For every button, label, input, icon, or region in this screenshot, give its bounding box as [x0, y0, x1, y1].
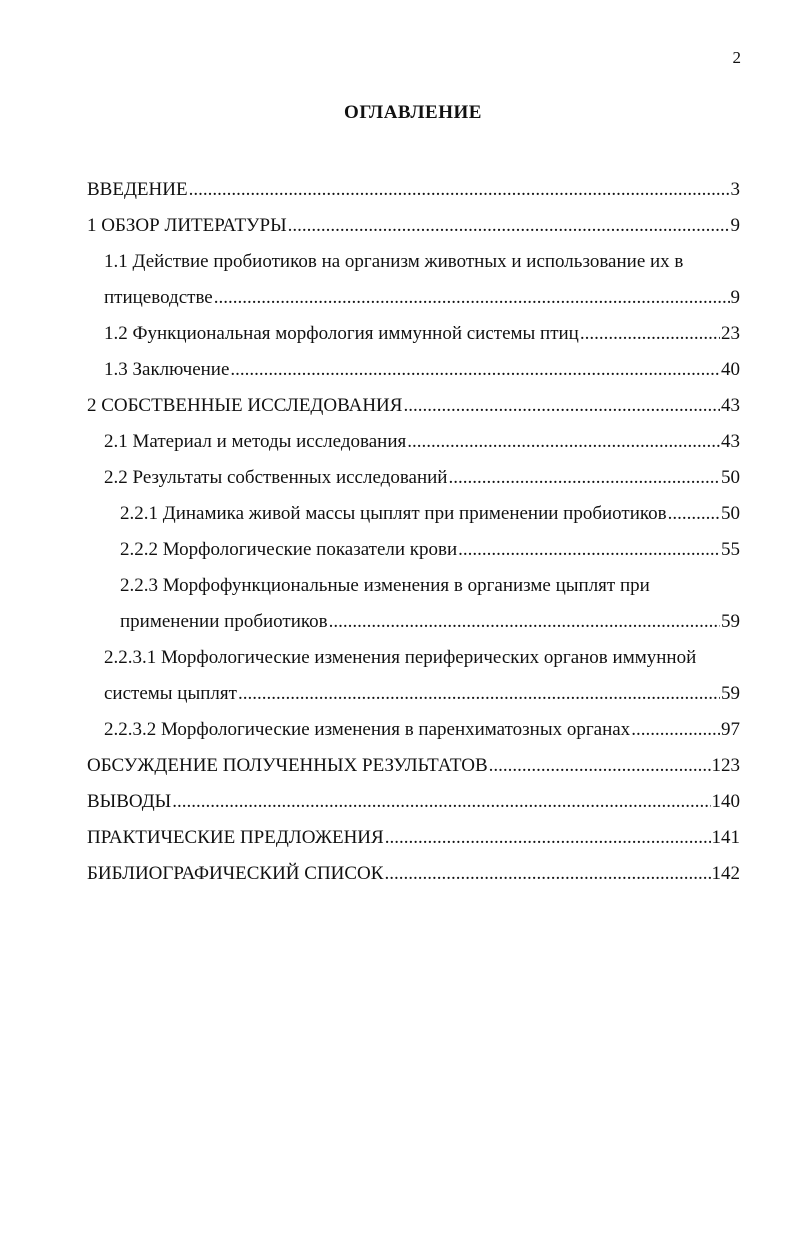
toc-entry-page: 23: [721, 323, 740, 344]
toc-entry-page: 9: [730, 215, 740, 236]
toc-leader-dots: [458, 532, 720, 568]
toc-entry-1-3[interactable]: [0, 352, 793, 388]
toc-entry-page: 141: [711, 827, 740, 848]
toc-entry-2-2-3-2[interactable]: [0, 712, 793, 748]
toc-entry-title: 1.3 Заключение: [104, 359, 230, 380]
toc-entry-2-2-2[interactable]: [0, 532, 793, 568]
toc-entry-title: птицеводстве: [104, 287, 213, 308]
toc-entry-practical-proposals[interactable]: [0, 820, 793, 856]
toc-entry-1-2[interactable]: [0, 316, 793, 352]
toc-entry-page: 9: [730, 287, 740, 308]
toc-entry-title: 2.2.1 Динамика живой массы цыплят при применении пробиотиков: [120, 503, 667, 524]
toc-leader-dots: [668, 496, 720, 532]
toc-entry-title: 2.2 Результаты собственных исследований: [104, 467, 448, 488]
toc-entry-page: 43: [721, 431, 740, 452]
toc-entry-title: применении пробиотиков: [120, 611, 328, 632]
toc-leader-dots: [288, 208, 730, 244]
toc-leader-dots: [580, 316, 720, 352]
toc-entry-1-1[interactable]: [0, 244, 793, 316]
toc-title: ОГЛАВЛЕНИЕ: [344, 102, 482, 123]
toc-entry-title: системы цыплят: [104, 683, 237, 704]
toc-entry-2-2-3-1[interactable]: [0, 640, 793, 712]
toc-entry-title: 1.2 Функциональная морфология иммунной системы птиц: [104, 323, 579, 344]
toc-entry-title: 2.2.3.2 Морфологические изменения в паренхиматозных органах: [104, 719, 631, 740]
toc-entry-page: 59: [721, 611, 740, 632]
toc-entry-title: БИБЛИОГРАФИЧЕСКИЙ СПИСОК: [87, 863, 384, 884]
toc-entry-page: 40: [721, 359, 740, 380]
toc-entry-page: 59: [721, 683, 740, 704]
toc-leader-dots: [385, 820, 711, 856]
toc-entry-page: 50: [721, 467, 740, 488]
toc-leader-dots: [214, 280, 730, 316]
toc-entry-title: 1 ОБЗОР ЛИТЕРАТУРЫ: [87, 215, 287, 236]
toc-entry-title: 2.1 Материал и методы исследования: [104, 431, 407, 452]
toc-entry-2-2-3[interactable]: [0, 568, 793, 640]
toc-entry-bibliography[interactable]: [0, 856, 793, 892]
toc-entry-page: 50: [721, 503, 740, 524]
toc-leader-dots: [329, 604, 720, 640]
page-number: 2: [732, 48, 741, 67]
toc-leader-dots: [448, 460, 720, 496]
toc-leader-dots: [230, 352, 720, 388]
toc-entry-2-1[interactable]: [0, 424, 793, 460]
toc-entry-own-research[interactable]: [0, 388, 793, 424]
toc-leader-dots: [172, 784, 710, 820]
toc-entry-page: 3: [730, 179, 740, 200]
toc-entry-title-line1: 2.2.3.1 Морфологические изменения периферических органов иммунной: [104, 647, 697, 668]
toc-entry-page: 123: [711, 755, 740, 776]
toc-entry-title: 2 СОБСТВЕННЫЕ ИССЛЕДОВАНИЯ: [87, 395, 403, 416]
toc-leader-dots: [189, 172, 730, 208]
toc-leader-dots: [384, 856, 710, 892]
toc-entry-title-line1: 1.1 Действие пробиотиков на организм животных и использование их в: [104, 251, 684, 272]
toc-leader-dots: [407, 424, 720, 460]
toc-entry-title: 2.2.2 Морфологические показатели крови: [120, 539, 458, 560]
toc-entry-page: 142: [711, 863, 740, 884]
toc-leader-dots: [403, 388, 720, 424]
toc-entry-2-2[interactable]: [0, 460, 793, 496]
toc-entry-conclusions[interactable]: [0, 784, 793, 820]
toc-entry-title-line1: 2.2.3 Морфофункциональные изменения в организме цыплят при: [120, 575, 650, 596]
toc-entry-introduction[interactable]: [0, 172, 793, 208]
toc-entry-page: 55: [721, 539, 740, 560]
toc-entry-title: ВЫВОДЫ: [87, 791, 172, 812]
toc-entry-literature-review[interactable]: [0, 208, 793, 244]
toc-leader-dots: [238, 676, 720, 712]
toc-entry-page: 97: [721, 719, 740, 740]
toc-entry-title: ОБСУЖДЕНИЕ ПОЛУЧЕННЫХ РЕЗУЛЬТАТОВ: [87, 755, 488, 776]
toc-entry-page: 140: [711, 791, 740, 812]
toc-entry-title: ВВЕДЕНИЕ: [87, 179, 188, 200]
toc-entry-2-2-1[interactable]: [0, 496, 793, 532]
toc-entry-discussion[interactable]: [0, 748, 793, 784]
toc-leader-dots: [489, 748, 711, 784]
toc-entry-page: 43: [721, 395, 740, 416]
toc-entry-title: ПРАКТИЧЕСКИЕ ПРЕДЛОЖЕНИЯ: [87, 827, 384, 848]
table-of-contents: [0, 172, 793, 892]
toc-leader-dots: [631, 712, 720, 748]
